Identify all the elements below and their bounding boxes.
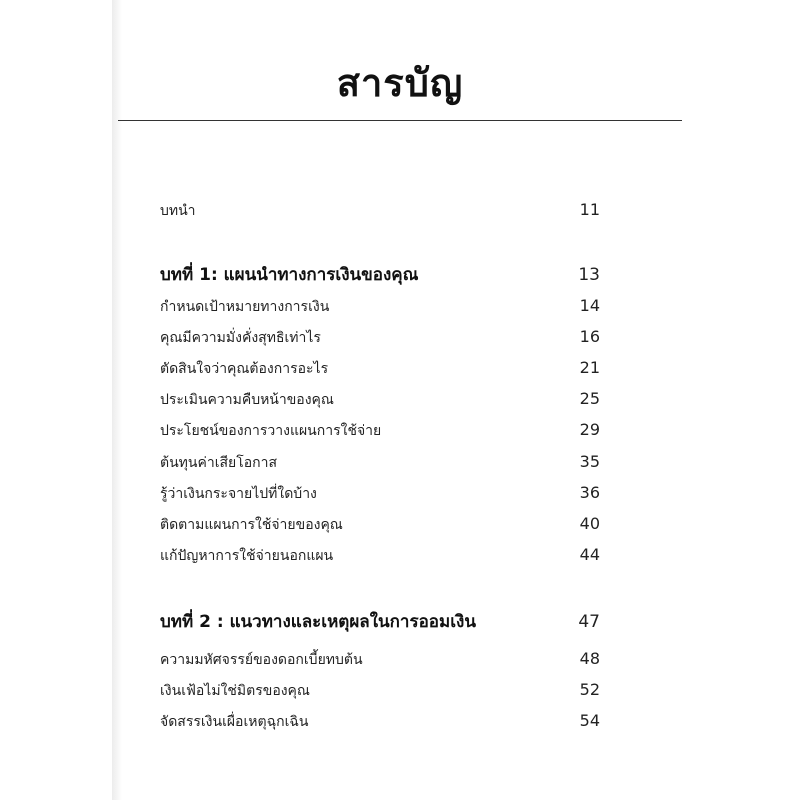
toc-entry-label: ต้นทุนค่าเสียโอกาส bbox=[160, 455, 278, 471]
toc-chapter-label: บทที่ 1: แผนนำทางการเงินของคุณ bbox=[160, 265, 419, 285]
toc-chapter-1 bbox=[160, 261, 600, 288]
toc-entry-page: 21 bbox=[579, 358, 600, 377]
toc-entry-page: 35 bbox=[579, 452, 600, 471]
toc-entry-label: ความมหัศจรรย์ของดอกเบี้ยทบต้น bbox=[160, 652, 363, 668]
toc-entry-label: แก้ปัญหาการใช้จ่ายนอกแผน bbox=[160, 548, 334, 564]
toc-entry bbox=[160, 514, 600, 536]
toc-entry bbox=[160, 327, 600, 349]
toc-entry bbox=[160, 545, 600, 567]
toc-entry-page: 25 bbox=[579, 389, 600, 408]
toc-entry-label: กำหนดเป้าหมายทางการเงิน bbox=[160, 299, 330, 315]
page-title: สารบัญ bbox=[336, 61, 464, 105]
toc-entry-label: ตัดสินใจว่าคุณต้องการอะไร bbox=[160, 361, 329, 377]
toc-entry-label: บทนำ bbox=[160, 203, 196, 219]
toc-entry-page: 44 bbox=[579, 545, 600, 564]
toc-entry-page: 14 bbox=[579, 296, 600, 315]
toc-entry-label: จัดสรรเงินเผื่อเหตุฉุกเฉิน bbox=[160, 714, 309, 730]
toc-entry-intro bbox=[160, 200, 600, 222]
toc-entry-label: ประโยชน์ของการวางแผนการใช้จ่าย bbox=[160, 423, 382, 439]
toc-entry bbox=[160, 649, 600, 671]
toc-entry-page: 54 bbox=[579, 711, 600, 730]
toc-chapter-page: 47 bbox=[578, 612, 600, 632]
toc-entry-label: ติดตามแผนการใช้จ่ายของคุณ bbox=[160, 517, 343, 533]
toc-entry bbox=[160, 452, 600, 474]
toc-entry-label: รู้ว่าเงินกระจายไปที่ใดบ้าง bbox=[160, 486, 317, 502]
toc-entry bbox=[160, 389, 600, 411]
toc-entry-label: เงินเฟ้อไม่ใช่มิตรของคุณ bbox=[160, 683, 310, 699]
toc-entry bbox=[160, 483, 600, 505]
toc-chapter-page: 13 bbox=[578, 265, 600, 285]
toc-entry-page: 40 bbox=[579, 514, 600, 533]
toc-entry-page: 52 bbox=[579, 680, 600, 699]
toc-entry-page: 16 bbox=[579, 327, 600, 346]
toc-entry bbox=[160, 420, 600, 442]
toc-entry-page: 29 bbox=[579, 420, 600, 439]
toc-chapter-label: บทที่ 2 : แนวทางและเหตุผลในการออมเงิน bbox=[160, 612, 476, 632]
toc-entry bbox=[160, 711, 600, 733]
toc-entry-page: 11 bbox=[579, 200, 600, 219]
toc-chapter-2 bbox=[160, 608, 600, 635]
toc-entry-page: 48 bbox=[579, 649, 600, 668]
toc-entry bbox=[160, 358, 600, 380]
toc-entry-page: 36 bbox=[579, 483, 600, 502]
title-divider bbox=[118, 120, 682, 121]
toc-entry bbox=[160, 680, 600, 702]
toc-entry-label: ประเมินความคืบหน้าของคุณ bbox=[160, 392, 334, 408]
toc-entry-label: คุณมีความมั่งคั่งสุทธิเท่าไร bbox=[160, 330, 321, 346]
toc-entry bbox=[160, 296, 600, 318]
